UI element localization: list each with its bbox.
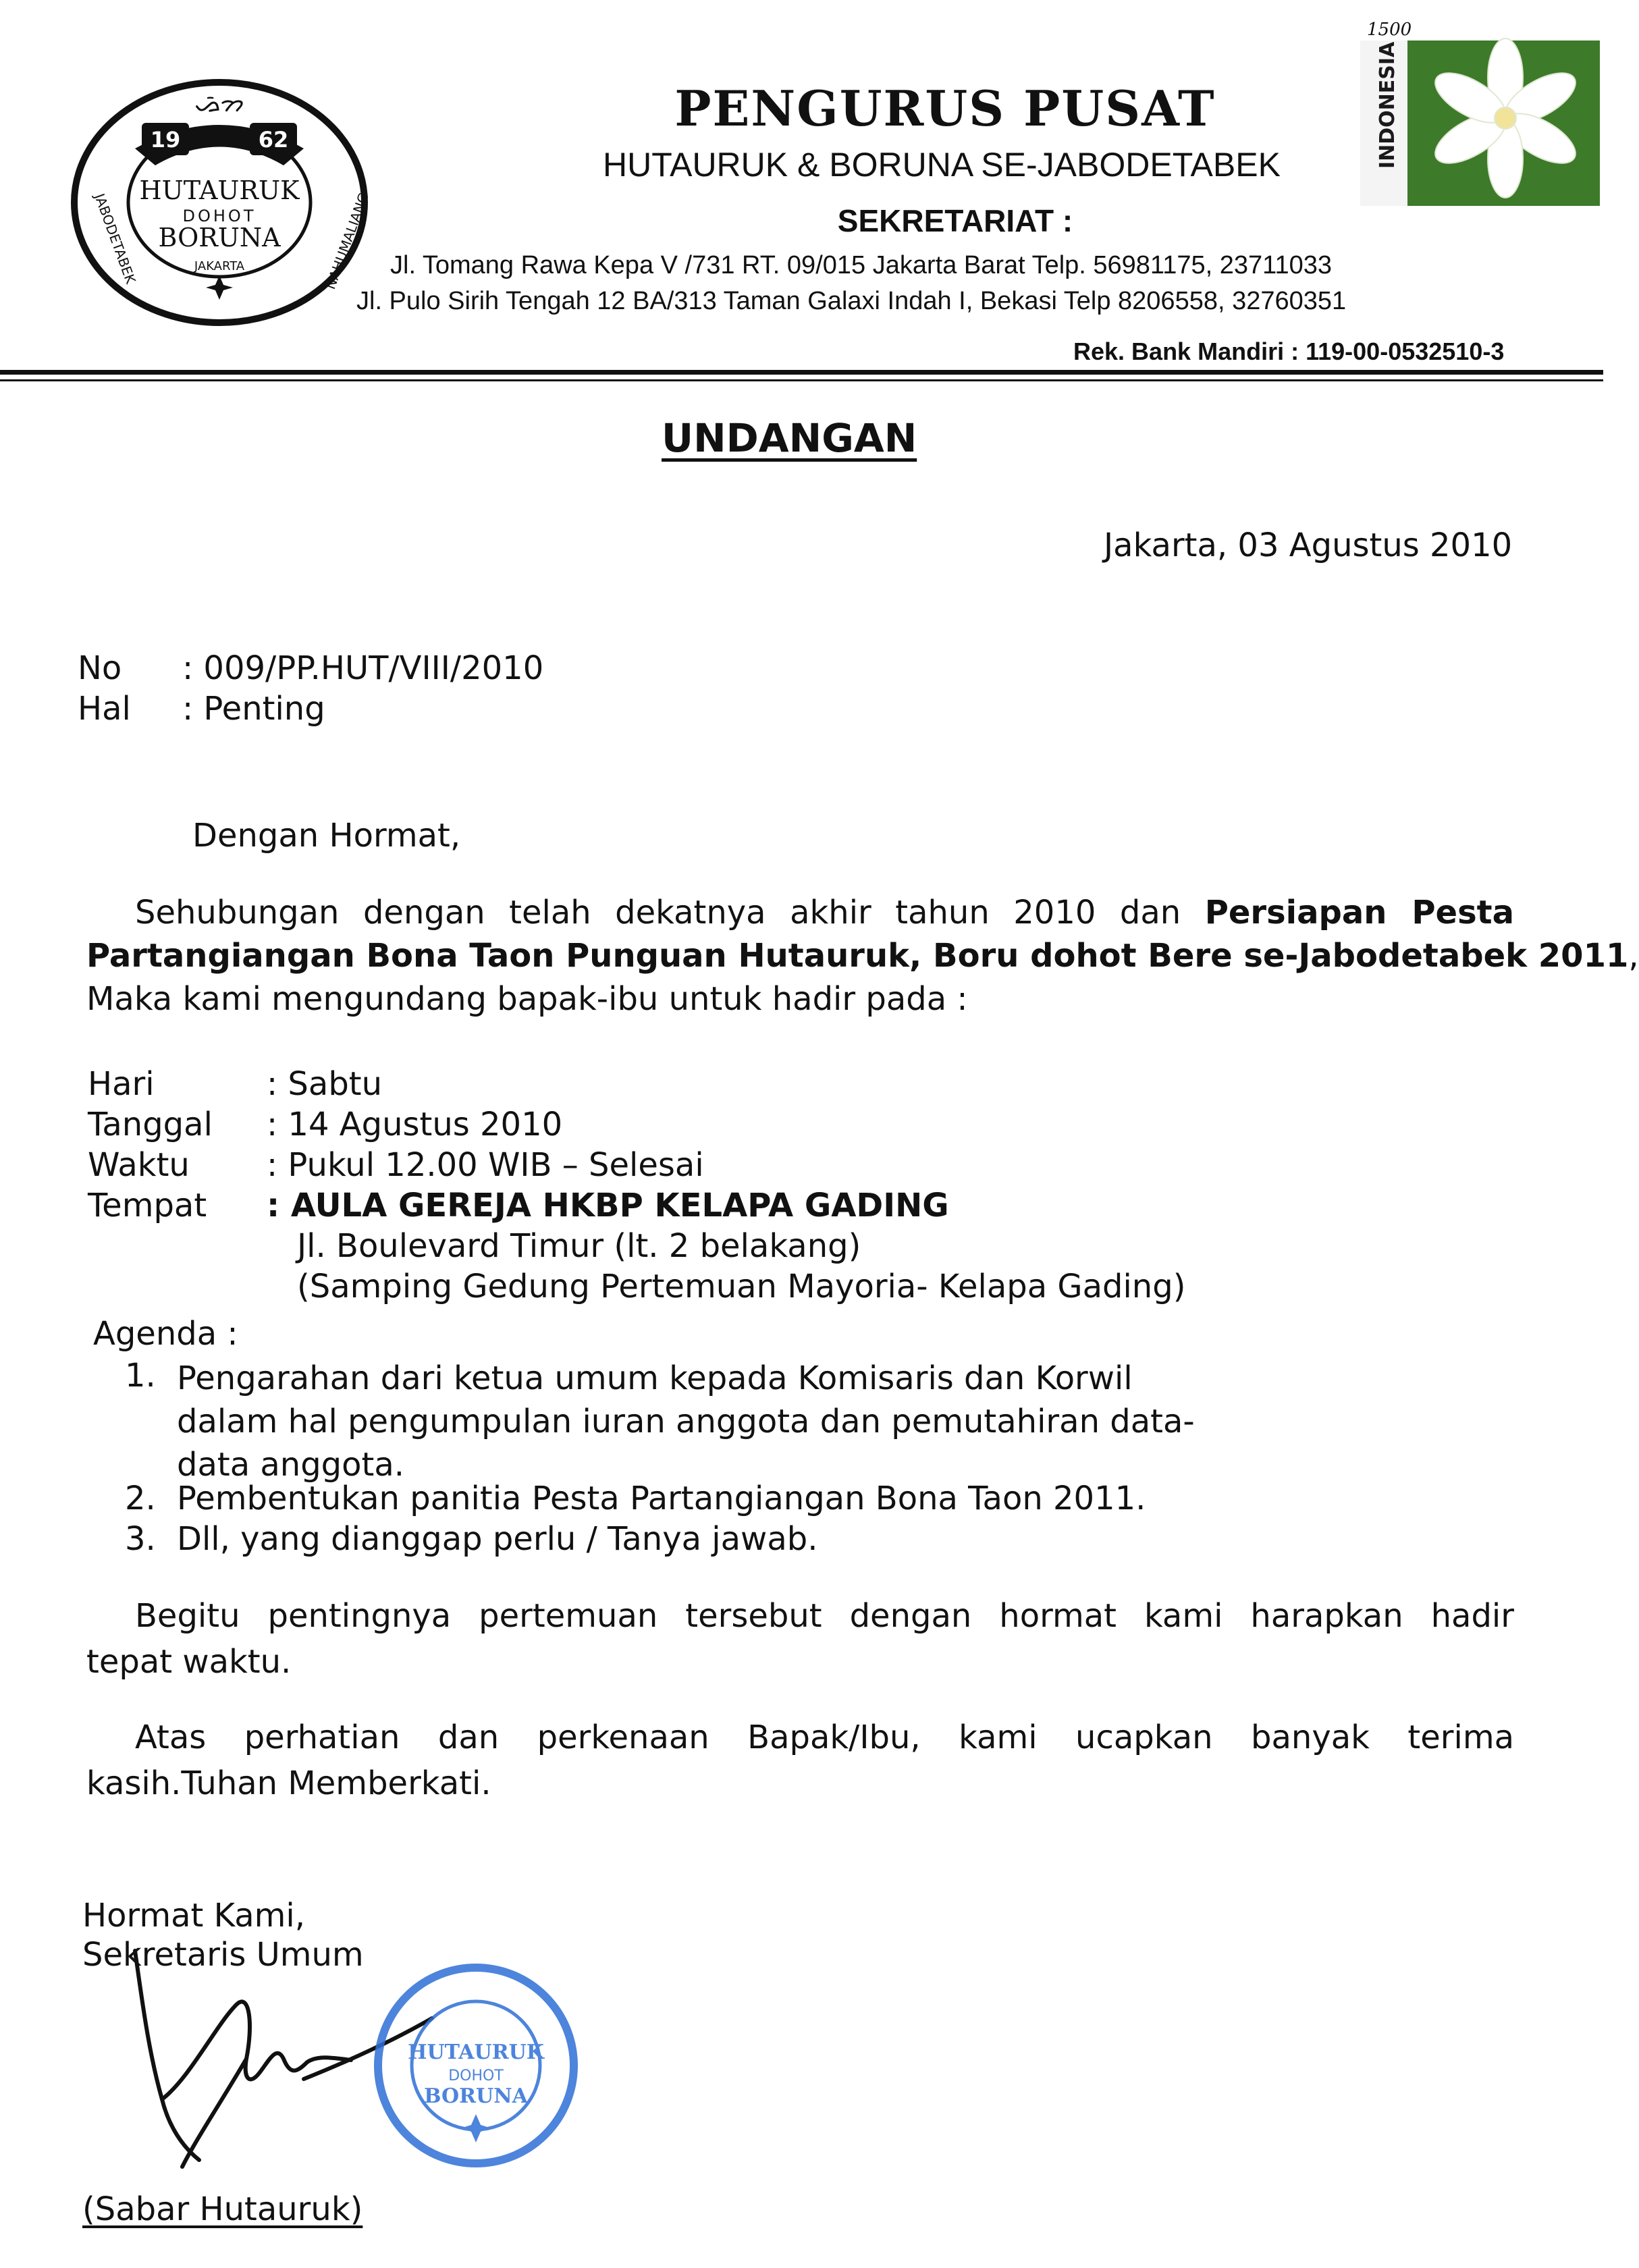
venue-address-2: (Samping Gedung Pertemuan Mayoria- Kelapa Gading) <box>297 1268 1186 1305</box>
agenda-item-number: 1. <box>125 1357 156 1395</box>
salutation: Dengan Hormat, <box>192 817 461 855</box>
opening-line-1: Sehubungan dengan telah dekatnya akhir tahun 2010 dan Persiapan Pesta <box>135 894 1515 932</box>
org-subtitle: HUTAURUK & BORUNA SE-JABODETABEK <box>603 146 1281 184</box>
bank-number: 119-00-0532510-3 <box>1306 338 1505 365</box>
thanks-paragraph <box>86 1714 1514 1806</box>
letter-date: Jakarta, 03 Agustus 2010 <box>1104 526 1513 564</box>
agenda-item-number: 2. <box>125 1480 156 1517</box>
svg-text:19: 19 <box>150 127 181 153</box>
subject-value: : Penting <box>182 690 325 728</box>
day-value: : Sabtu <box>267 1065 383 1103</box>
time-label: Waktu <box>88 1146 190 1184</box>
sekretariat-heading: SEKRETARIAT : <box>837 203 1073 238</box>
bank-account <box>1073 338 1504 366</box>
signer-name: (Sabar Hutauruk) <box>82 2190 363 2228</box>
agenda-item-text: Pengarahan dari ketua umum kepada Komisaris dan Korwil dalam hal pengumpulan iuran anggota dan pemutahiran data-data anggota. <box>177 1359 1195 1484</box>
venue-value: : AULA GEREJA HKBP KELAPA GADING <box>267 1187 949 1224</box>
header-divider-thick <box>0 370 1603 375</box>
organization-logo-icon <box>68 74 371 331</box>
date-label: Tanggal <box>88 1106 213 1143</box>
svg-text:NAHUMALIANG: NAHUMALIANG <box>322 190 373 292</box>
header-divider-thin <box>0 379 1603 381</box>
address-line-1: Jl. Tomang Rawa Kepa V /731 RT. 09/015 Jakarta Barat Telp. 56981175, 23711033 <box>390 251 1333 279</box>
org-title: PENGURUS PUSAT <box>674 80 1216 137</box>
svg-text:ᯀᯩᯂ: ᯀᯩᯂ <box>194 90 244 117</box>
venue-label: Tempat <box>88 1187 207 1224</box>
day-label: Hari <box>88 1065 155 1103</box>
agenda-label: Agenda : <box>93 1315 238 1353</box>
attendance-paragraph <box>86 1593 1514 1685</box>
svg-text:JAKARTA: JAKARTA <box>194 259 245 273</box>
svg-text:BORUNA: BORUNA <box>158 223 281 252</box>
svg-text:62: 62 <box>258 127 289 153</box>
bank-label: Rek. Bank Mandiri : <box>1073 338 1299 365</box>
address-line-2: Jl. Pulo Sirih Tengah 12 BA/313 Taman Galaxi Indah I, Bekasi Telp 8206558, 32760351 <box>356 287 1347 315</box>
date-value: : 14 Agustus 2010 <box>267 1106 563 1143</box>
svg-text:JABODETABEK: JABODETABEK <box>91 191 139 286</box>
svg-text:1500: 1500 <box>1367 20 1412 40</box>
reference-number-value: : 009/PP.HUT/VIII/2010 <box>182 649 544 687</box>
svg-text:INDONESIA: INDONESIA <box>1376 41 1399 169</box>
signer-role: Sekretaris Umum <box>82 1936 364 1974</box>
opening-paragraph <box>86 891 1639 1021</box>
organization-seal-icon <box>368 1958 584 2174</box>
attendance-line-2: tepat waktu. <box>86 1643 292 1681</box>
thanks-line-1: Atas perhatian dan perkenaan Bapak/Ibu, kami ucapkan banyak terima <box>135 1719 1514 1756</box>
letter-title: UNDANGAN <box>662 415 917 461</box>
svg-text:DOHOT: DOHOT <box>182 207 257 225</box>
svg-text:BORUNA: BORUNA <box>424 2084 528 2108</box>
agenda-item-text: Dll, yang dianggap perlu / Tanya jawab. <box>177 1520 818 1558</box>
svg-text:DOHOT: DOHOT <box>448 2068 504 2084</box>
thanks-line-2: kasih.Tuhan Memberkati. <box>86 1764 491 1802</box>
subject-label: Hal <box>78 690 131 728</box>
time-value: : Pukul 12.00 WIB – Selesai <box>267 1146 704 1184</box>
reference-number-label: No <box>78 649 122 687</box>
attendance-line-1: Begitu pentingnya pertemuan tersebut dengan hormat kami harapkan hadir <box>135 1597 1514 1635</box>
opening-line-3: Maka kami mengundang bapak-ibu untuk hadir pada : <box>86 980 968 1018</box>
agenda-item-number: 3. <box>125 1520 156 1558</box>
venue-address-1: Jl. Boulevard Timur (lt. 2 belakang) <box>297 1227 861 1265</box>
closing: Hormat Kami, <box>82 1897 305 1935</box>
postage-stamp-icon <box>1347 20 1603 216</box>
svg-text:HUTAURUK: HUTAURUK <box>139 176 300 205</box>
agenda-item-text: Pembentukan panitia Pesta Partangiangan Bona Taon 2011. <box>177 1480 1146 1517</box>
svg-text:HUTAURUK: HUTAURUK <box>408 2041 544 2064</box>
opening-line-2: Partangiangan Bona Taon Punguan Hutauruk, Boru dohot Bere se-Jabodetabek 2011, <box>86 937 1639 975</box>
